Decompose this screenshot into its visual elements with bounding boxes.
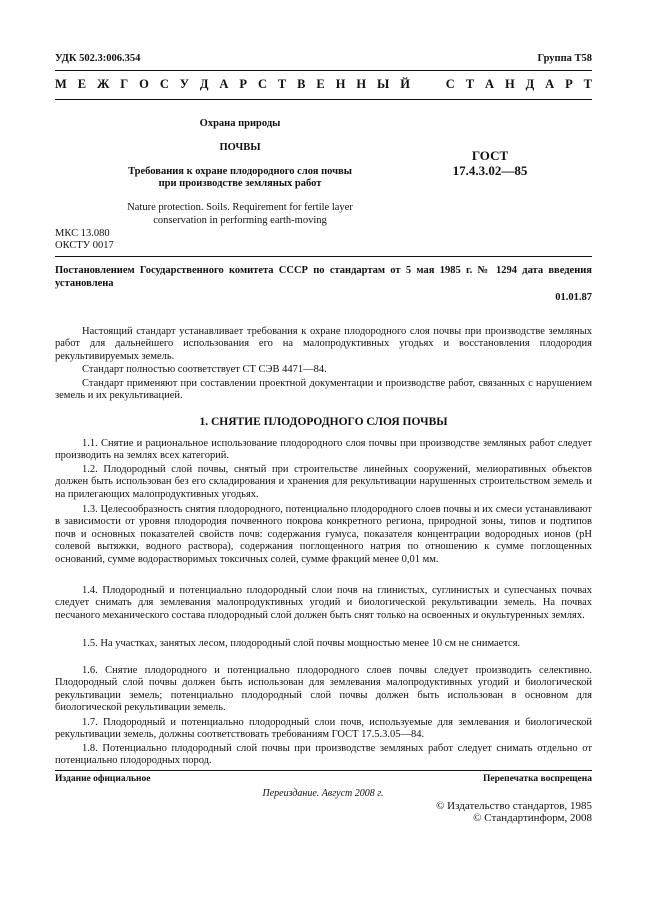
banner-letter: А <box>485 77 495 91</box>
okstu-code: ОКСТУ 0017 <box>55 240 114 251</box>
reprint-prohibited-label: Перепечатка воспрещена <box>482 774 592 784</box>
intro-paragraph: Стандарт полностью соответствует СТ СЭВ 4471—84. <box>82 364 327 375</box>
banner-gap <box>421 77 435 92</box>
document-subtitle <box>55 166 425 190</box>
subtitle-line: при производстве земляных работ <box>158 178 322 189</box>
copyright-line: © Издательство стандартов, 1985 <box>436 800 592 812</box>
interstate-standard-banner <box>55 77 592 92</box>
english-title <box>55 201 425 227</box>
udk-code: УДК 502.3:006.354 <box>55 53 141 64</box>
subject-title: ПОЧВЫ <box>219 142 261 153</box>
section-paragraph: 1.5. На участках, занятых лесом, плодородный слой почвы мощностью менее 10 см не снимается. <box>82 638 521 649</box>
gost-label: ГОСТ <box>471 148 509 163</box>
gost-number: 17.4.3.02—85 <box>452 163 528 178</box>
official-edition-label: Издание официальное <box>55 774 151 784</box>
banner-letter: Т <box>277 77 287 91</box>
gost-designation <box>430 148 550 178</box>
copyright-block <box>436 800 592 824</box>
decree-text: Постановлением Государственного комитета СССР по стандартам от 5 мая 1985 г. № 1294 дата введения установлена <box>55 265 592 289</box>
decree-rule <box>55 256 592 257</box>
banner-letter: Е <box>77 77 87 91</box>
banner-letter: Н <box>356 77 367 91</box>
intro-paragraph: Стандарт применяют при составлении проектной документации и производстве работ, связанных с нарушением земель и их рекультивацией. <box>55 378 592 402</box>
banner-letter: Г <box>120 77 129 91</box>
copyright-line: © Стандартинформ, 2008 <box>473 812 592 824</box>
section-paragraph: 1.8. Потенциально плодородный слой почвы при производстве земляных работ следует снимать отдельно от потенциально плодородных пород. <box>55 743 592 767</box>
group-code: Группа Т58 <box>537 53 592 64</box>
footer-rule <box>55 770 592 771</box>
banner-letter: Р <box>565 77 573 91</box>
category-title: Охрана природы <box>199 118 281 129</box>
section-paragraph: 1.3. Целесообразность снятия плодородного, потенциально плодородного слоев почвы и их смеси устанавливают в зависимости от уровня плодородия почвенного покрова конкретного региона, природной зоны, типов и подтипов почв и основных показателей свойств почв: содержания гумуса, показателя концентрации водородных ионов (рН солевой вытяжки, водного раствора), содержания поглощенного натрия по отношению к сумме поглощенных оснований, сумме водорастворимых токсичных солей, сумме фракций менее 0,01 мм. <box>55 504 592 565</box>
banner-letter: А <box>545 77 555 91</box>
banner-letter: Н <box>504 77 515 91</box>
banner-letter: А <box>219 77 229 91</box>
banner-letter: Д <box>199 77 209 91</box>
subtitle-line: Требования к охране плодородного слоя почвы <box>128 166 352 177</box>
section-paragraph: 1.2. Плодородный слой почвы, снятый при строительстве линейных сооружений, мелиоративных объектов должен быть использован без его складирования и хранения для рекультивации нарушенных строительством земель и на прилегающих малопродуктивных угодьях. <box>55 464 592 500</box>
english-title-line: Nature protection. Soils. Requirement for fertile layer <box>127 202 353 213</box>
top-rule <box>55 70 592 71</box>
intro-paragraph: Настоящий стандарт устанавливает требования к охране плодородного слоя почвы при производстве земляных работ для дальнейшего использования его на малопродуктивных угодьях и восстановления плодородия рекультивируемых земель. <box>55 326 592 362</box>
banner-rule <box>55 99 592 100</box>
banner-letter: Ж <box>97 77 110 91</box>
banner-letter: С <box>159 77 169 91</box>
banner-letter: Д <box>525 77 535 91</box>
section-title: 1. СНЯТИЕ ПЛОДОРОДНОГО СЛОЯ ПОЧВЫ <box>199 416 448 428</box>
banner-letter: Ы <box>377 77 390 91</box>
section-paragraph: 1.1. Снятие и рациональное использование плодородного слоя почвы при производстве земляных работ следует производить на землях всех категорий. <box>55 438 592 462</box>
section-paragraph: 1.4. Плодородный и потенциально плодородный слои почв на глинистых, суглинистых и супесчаных почвах следует снимать для землевания малопродуктивных угодий и биологической рекультивации земель. На почвах песчаного механического состава плодородный слой должен быть снят только на освоенных и окультуренных землях. <box>55 585 592 621</box>
banner-letter: Н <box>335 77 346 91</box>
classification-codes <box>55 228 114 252</box>
banner-letter: С <box>257 77 267 91</box>
banner-letter: Т <box>465 77 475 91</box>
english-title-line: conservation in performing earth-moving <box>153 215 327 226</box>
banner-letter: О <box>139 77 149 91</box>
banner-letter: У <box>179 77 189 91</box>
banner-letter: С <box>445 77 455 91</box>
banner-letter: М <box>55 77 67 91</box>
banner-letter: Й <box>400 77 410 91</box>
banner-letter: В <box>297 77 306 91</box>
section-paragraph: 1.6. Снятие плодородного и потенциально плодородного слоев почвы следует производить селективно. Плодородный слой почвы должен быть использован для землевания малопродуктивных угодий и биологической рекультивации земель; потенциально плодородный слой почвы должен быть использован в основном для биологической рекультивации земель. <box>55 665 592 714</box>
banner-letter: Т <box>583 77 592 91</box>
banner-letter: Р <box>239 77 248 91</box>
banner-letter: Е <box>316 77 325 91</box>
mks-code: МКС 13.080 <box>55 228 110 239</box>
reissue-note: Переиздание. Август 2008 г. <box>262 788 384 799</box>
section-paragraph: 1.7. Плодородный и потенциально плодородный слои почв, используемые для землевания и биологической рекультивации земель, должны соответствовать требованиям ГОСТ 17.5.3.05—84. <box>55 717 592 741</box>
title-block <box>55 118 425 227</box>
introduction-date: 01.01.87 <box>555 292 592 303</box>
